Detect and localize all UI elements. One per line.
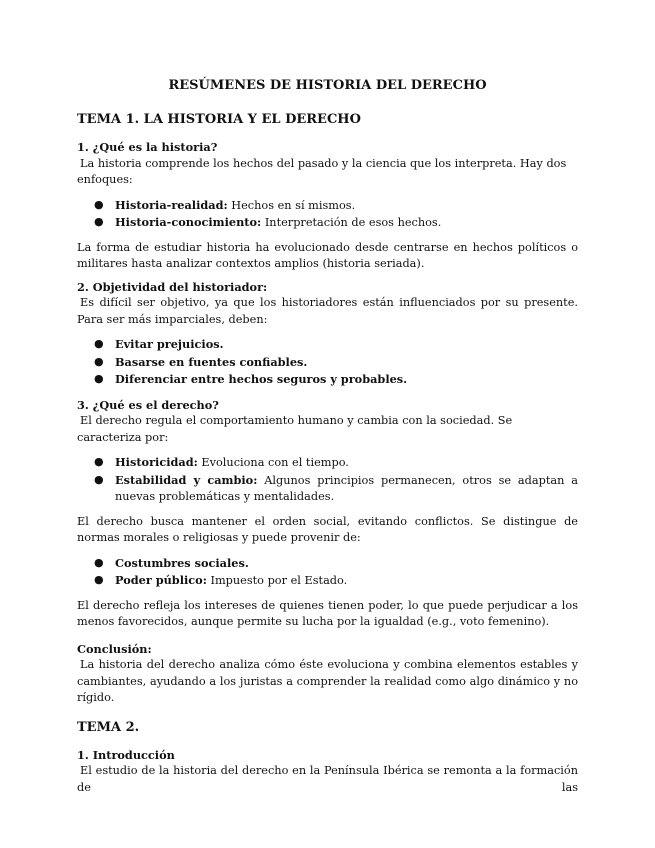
list-item xyxy=(77,472,578,506)
list-item-term: Costumbres sociales. xyxy=(115,555,249,570)
tema2-s1-heading: 1. Introducción xyxy=(77,747,175,762)
list-item xyxy=(77,572,578,590)
list-item-text: Algunos principios permanecen, otros se adaptan a nuevas problemáticas y mentalidades. xyxy=(115,473,578,503)
list-item xyxy=(77,454,578,472)
list-item xyxy=(77,555,578,573)
bullet-icon: ● xyxy=(94,555,104,569)
tema1-s3-heading: 3. ¿Qué es el derecho? xyxy=(77,397,219,412)
tema1-s1-after: La forma de estudiar historia ha evolucionado desde centrarse en hechos políticos o militares hasta analizar contextos amplios (historia seriada). xyxy=(77,240,578,270)
list-item-term: Poder público: xyxy=(115,573,207,587)
bullet-icon: ● xyxy=(94,372,104,385)
list-item xyxy=(77,371,578,389)
document-title: RESÚMENES DE HISTORIA DEL DERECHO xyxy=(168,78,487,93)
bullet-icon: ● xyxy=(94,455,104,468)
tema1-s1-heading: 1. ¿Qué es la historia? xyxy=(77,140,218,154)
list-item-term: Basarse en fuentes confiables. xyxy=(115,354,308,369)
bullet-icon: ● xyxy=(94,215,104,228)
bullet-icon: ● xyxy=(94,573,104,586)
list-item-term: Historia-realidad: xyxy=(115,197,228,212)
tema1-s2-heading: 2. Objetividad del historiador: xyxy=(77,279,268,294)
tema2-s1-text: El estudio de la historia del derecho en la Península Ibérica se remonta a la formación de las xyxy=(77,764,578,794)
tema1-title: TEMA 1. LA HISTORIA Y EL DERECHO xyxy=(77,112,361,127)
list-item xyxy=(77,214,578,232)
tema1-s2-list xyxy=(77,336,578,389)
list-item-text: Impuesto por el Estado. xyxy=(206,574,348,587)
list-item xyxy=(77,197,578,215)
conclusion-text: La historia del derecho analiza cómo éste evoluciona y combina elementos estables y cambiantes, ayudando a los juristas a comprender la realidad como algo dinámico y no rígido. xyxy=(77,658,578,704)
list-item-term: Estabilidad y cambio: xyxy=(115,472,258,487)
tema1-s1-list xyxy=(77,197,578,232)
list-item-text: Hechos en sí mismos. xyxy=(227,198,356,212)
list-item-term: Evitar prejuicios. xyxy=(115,337,224,351)
tema1-s3-intro: El derecho regula el comportamiento humano y cambia con la sociedad. Se caracteriza por: xyxy=(77,414,513,444)
list-item-text: Evoluciona con el tiempo. xyxy=(197,456,349,469)
bullet-icon: ● xyxy=(94,354,104,368)
list-item-term: Diferenciar entre hechos seguros y probables. xyxy=(115,372,408,386)
list-item xyxy=(77,336,578,354)
tema1-s3-list2 xyxy=(77,555,578,590)
bullet-icon: ● xyxy=(94,337,104,350)
bullet-icon: ● xyxy=(94,197,104,211)
tema1-s3-after: El derecho refleja los intereses de quienes tienen poder, lo que puede perjudicar a los menos favorecidos, aunque permite su lucha por la igualdad (e.g., voto femenino). xyxy=(77,598,578,628)
list-item-text: Interpretación de esos hechos. xyxy=(261,216,442,229)
tema1-s3-list xyxy=(77,454,578,506)
tema1-s3-middle: El derecho busca mantener el orden social, evitando conflictos. Se distingue de normas morales o religiosas y puede provenir de: xyxy=(77,514,578,544)
tema1-s2-intro: Es difícil ser objetivo, ya que los historiadores están influenciados por su presente. Para ser más imparciales, deben: xyxy=(77,296,578,326)
tema2-title: TEMA 2. xyxy=(77,719,140,735)
tema1-s1-intro: La historia comprende los hechos del pasado y la ciencia que los interpreta. Hay dos enfoques: xyxy=(77,156,567,186)
list-item-term: Historia-conocimiento: xyxy=(115,215,262,229)
conclusion-heading: Conclusión: xyxy=(77,641,152,656)
list-item-term: Historicidad: xyxy=(115,455,198,469)
bullet-icon: ● xyxy=(94,472,104,486)
list-item xyxy=(77,354,578,372)
